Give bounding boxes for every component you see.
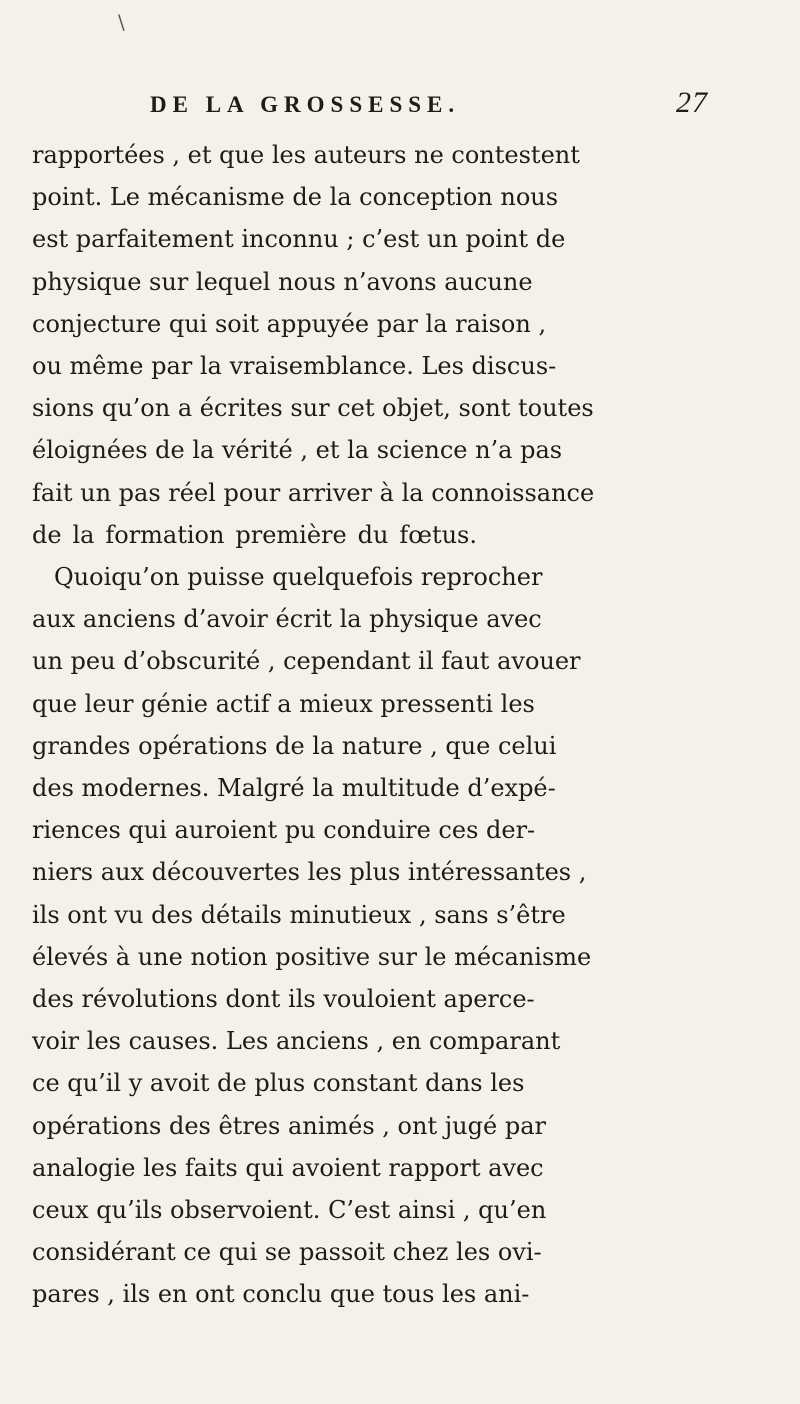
text-line: aux anciens d’avoir écrit la physique avec — [32, 605, 542, 634]
text-line: Quoiqu’on puisse quelquefois reprocher — [54, 563, 543, 591]
text-line: un peu d’obscurité , cependant il faut avouer — [32, 647, 581, 676]
text-line: physique sur lequel nous n’avons aucune — [32, 267, 533, 296]
text-line: pares , ils en ont conclu que tous les ani- — [32, 1280, 530, 1309]
page-number: 27 — [676, 86, 708, 119]
text-line: rapportées , et que les auteurs ne contestent — [32, 141, 580, 169]
text-line: niers aux découvertes les plus intéressantes , — [32, 858, 587, 887]
text-line: élevés à une notion positive sur le mécanisme — [32, 942, 592, 971]
text-line: voir les causes. Les anciens , en comparant — [32, 1027, 561, 1056]
running-head — [148, 86, 708, 120]
text-line: sions qu’on a écrites sur cet objet, sont toutes — [32, 394, 594, 423]
text-line: des modernes. Malgré la multitude d’expé- — [32, 774, 556, 802]
text-line: éloignées de la vérité , et la science n’a pas — [32, 436, 563, 465]
text-line: point. Le mécanisme de la conception nous — [32, 183, 559, 212]
text-line: fait un pas réel pour arriver à la connoissance — [32, 478, 595, 507]
text-line: opérations des êtres animés , ont jugé par — [32, 1111, 546, 1140]
page-mark: \ — [118, 10, 125, 34]
text-line: grandes opérations de la nature , que celui — [32, 731, 557, 760]
text-line: des révolutions dont ils vouloient aperce- — [32, 985, 535, 1013]
text-line: que leur génie actif a mieux pressenti les — [32, 689, 535, 718]
text-line: ou même par la vraisemblance. Les discus- — [32, 352, 557, 380]
text-line: ce qu’il y avoit de plus constant dans les — [32, 1069, 525, 1098]
text-line: analogie les faits qui avoient rapport avec — [32, 1153, 544, 1182]
text-line: considérant ce qui se passoit chez les ovi- — [32, 1238, 542, 1267]
text-line: ils ont vu des détails minutieux , sans s’être — [32, 900, 566, 929]
text-line: riences qui auroient pu conduire ces der- — [32, 816, 536, 845]
text-line: ceux qu’ils observoient. C’est ainsi , qu’en — [32, 1196, 547, 1224]
text-line: est parfaitement inconnu ; c’est un point de — [32, 225, 566, 254]
text-line: de la formation première du fœtus. — [32, 520, 477, 549]
running-title: DE LA GROSSESSE. — [150, 92, 461, 117]
text-line: conjecture qui soit appuyée par la raison , — [32, 309, 547, 338]
